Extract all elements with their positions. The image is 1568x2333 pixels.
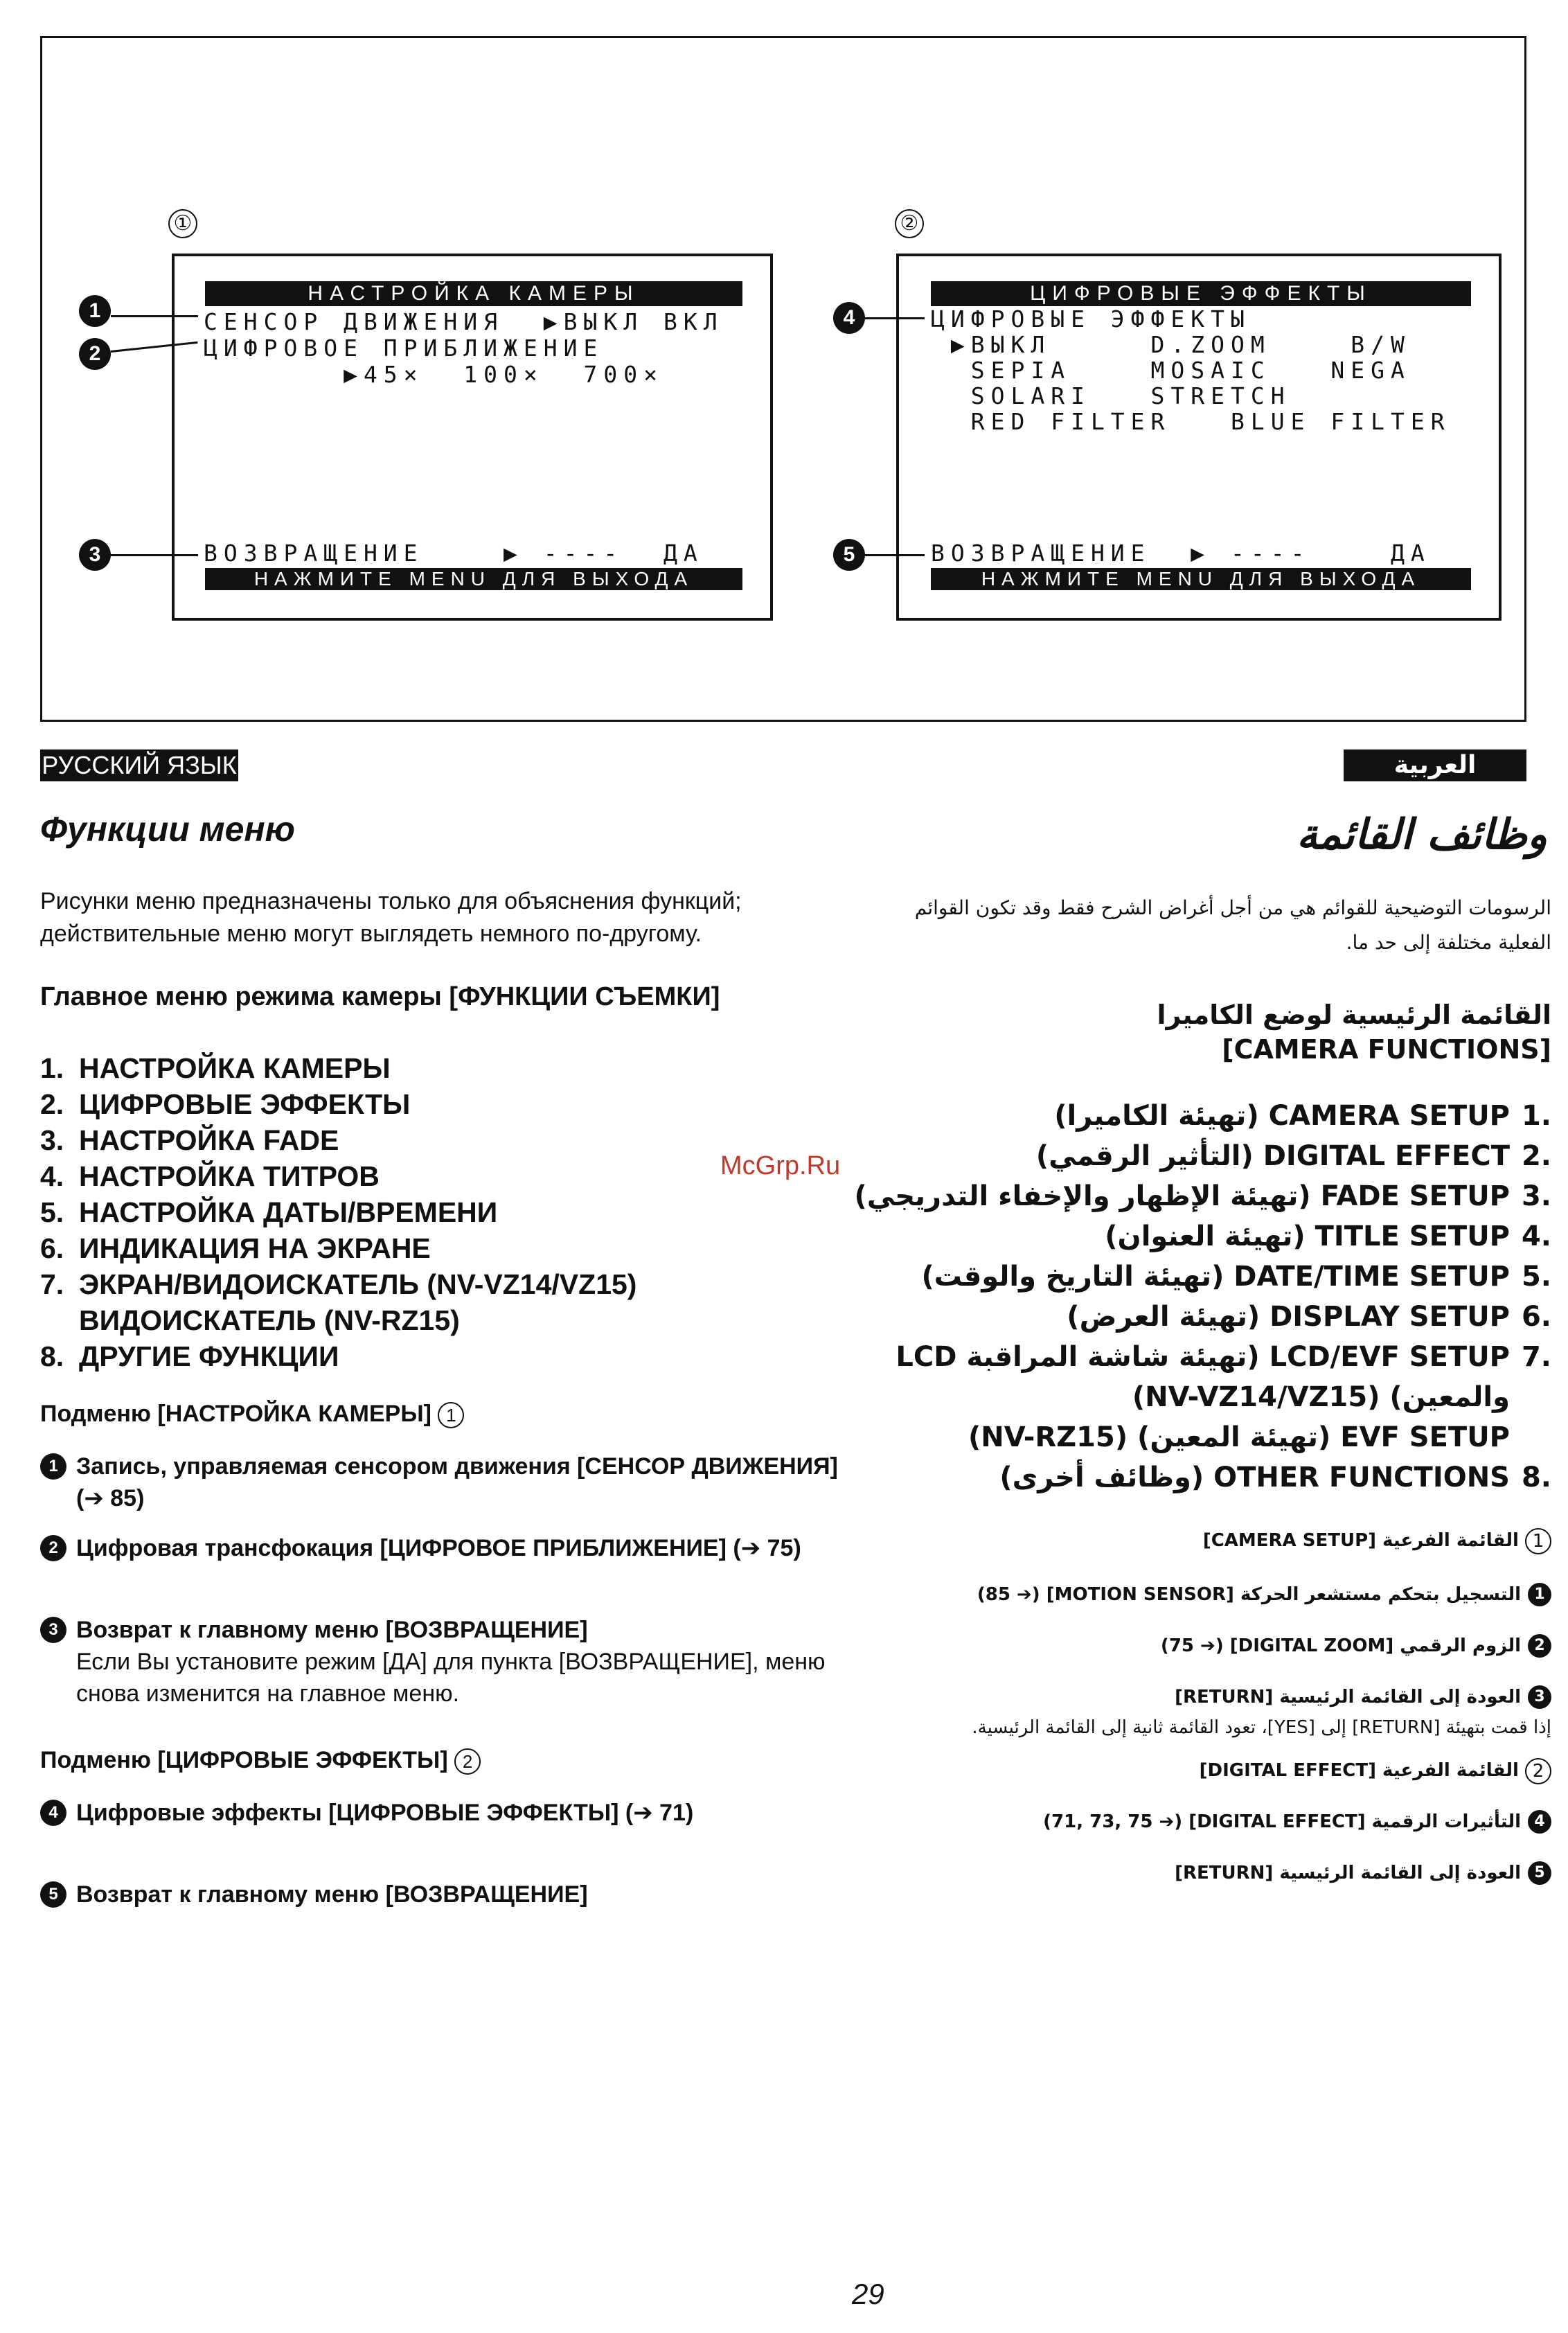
- list-item: 5. НАСТРОЙКА ДАТЫ/ВРЕМЕНИ: [40, 1196, 498, 1228]
- list-item: 4. НАСТРОЙКА ТИТРОВ: [40, 1160, 380, 1192]
- list-item: .8 OTHER FUNCTIONS (وظائف أخرى): [999, 1462, 1551, 1493]
- screen2-line-1: ЦИФРОВЫЕ ЭФФЕКТЫ: [931, 305, 1251, 332]
- ar-main-menu-heading: القائمة الرئيسية لوضع الكاميرا [CAMERA FUNCTIONS]: [1157, 1000, 1551, 1065]
- ar-page-title: وظائف القائمة: [1297, 810, 1547, 859]
- screen1-line-2: ЦИФРОВОЕ ПРИБЛИЖЕНИЕ: [204, 335, 604, 362]
- ar-item-4: 4 التأثيرات الرقمية [DIGITAL EFFECT] (➔ 71, 73, 75): [831, 1808, 1551, 1836]
- list-item: ВИДОИСКАТЕЛЬ (NV-RZ15): [79, 1304, 460, 1336]
- ru-main-menu-heading: Главное меню режима камеры [ФУНКЦИИ СЪЕМКИ]: [40, 982, 720, 1011]
- badge-1: 1: [1528, 1583, 1551, 1606]
- callout-leader-3: [111, 554, 198, 556]
- badge-2: 2: [1528, 1634, 1551, 1658]
- ar-submenu1-heading: 1 القائمة الفرعية [CAMERA SETUP]: [1039, 1527, 1551, 1554]
- list-item: .3 FADE SETUP (تهيئة الإظهار والإخفاء التدريجي): [854, 1180, 1551, 1212]
- ar-submenu2-heading: 2 القائمة الفرعية [DIGITAL EFFECT]: [1039, 1757, 1551, 1784]
- circled-number-1: 1: [1525, 1528, 1551, 1554]
- screen1-return-line: ВОЗВРАЩЕНИЕ ▶ ---- ДА: [204, 540, 704, 567]
- screen2-footer: НАЖМИТЕ MENU ДЛЯ ВЫХОДА: [931, 568, 1471, 590]
- callout-leader-1: [111, 315, 198, 317]
- ru-item-5: 5 Возврат к главному меню [ВОЗВРАЩЕНИЕ]: [40, 1879, 844, 1910]
- ar-item-2: 2 الزوم الرقمي [DIGITAL ZOOM] (➔ 75): [831, 1632, 1551, 1660]
- badge-3: 3: [40, 1617, 66, 1643]
- ru-submenu1-heading: Подменю [НАСТРОЙКА КАМЕРЫ] 1: [40, 1401, 464, 1428]
- list-item: EVF SETUP (تهيئة المعين) (NV-RZ15): [968, 1421, 1510, 1453]
- ar-item-5: 5 العودة إلى القائمة الرئيسية [RETURN]: [831, 1859, 1551, 1887]
- list-item: 7. ЭКРАН/ВИДОИСКАТЕЛЬ (NV-VZ14/VZ15): [40, 1268, 637, 1300]
- badge-4: 4: [40, 1800, 66, 1826]
- screen1-line-1: СЕНСОР ДВИЖЕНИЯ ▶ВЫКЛ ВКЛ: [204, 308, 724, 335]
- badge-5: 5: [40, 1881, 66, 1908]
- arabic-language-tag: العربية: [1344, 749, 1526, 781]
- ru-submenu2-heading: Подменю [ЦИФРОВЫЕ ЭФФЕКТЫ] 2: [40, 1747, 481, 1775]
- list-item: 2. ЦИФРОВЫЕ ЭФФЕКТЫ: [40, 1088, 411, 1120]
- ru-page-title: Функции меню: [40, 810, 295, 849]
- page-number: 29: [852, 2278, 884, 2310]
- callout-badge-4: 4: [833, 302, 865, 334]
- ru-item-3: 3 Возврат к главному меню [ВОЗВРАЩЕНИЕ] Если Вы установите режим [ДА] для пункта [ВОЗВРАЩЕНИЕ], меню снова изменится на главное меню.: [40, 1614, 844, 1710]
- ru-main-menu-list: [40, 1050, 837, 1374]
- ru-item-2: 2 Цифровая трансфокация [ЦИФРОВОЕ ПРИБЛИЖЕНИЕ] (➔ 75): [40, 1532, 844, 1564]
- list-item: .4 TITLE SETUP (تهيئة العنوان): [1105, 1221, 1551, 1252]
- ar-main-menu-list: [831, 1096, 1551, 1498]
- list-item: .7 LCD/EVF SETUP (تهيئة شاشة المراقبة LCD والمعين) (NV-VZ14/VZ15): [896, 1341, 1551, 1413]
- watermark: McGrp.Ru: [720, 1151, 841, 1180]
- screen1-label: ①: [168, 209, 197, 238]
- screen1-footer: НАЖМИТЕ MENU ДЛЯ ВЫХОДА: [205, 568, 742, 590]
- list-item: 3. НАСТРОЙКА FADE: [40, 1124, 339, 1156]
- list-item: .5 DATE/TIME SETUP (تهيئة التاريخ والوقت): [921, 1261, 1551, 1293]
- ar-item-1: 1 التسجيل بتحكم مستشعر الحركة [MOTION SENSOR] (➔ 85): [831, 1581, 1551, 1608]
- screen1-title: НАСТРОЙКА КАМЕРЫ: [205, 281, 742, 306]
- list-item: 6. ИНДИКАЦИЯ НА ЭКРАНЕ: [40, 1232, 431, 1264]
- badge-5: 5: [1528, 1861, 1551, 1885]
- list-item: .6 DISPLAY SETUP (تهيئة العرض): [1067, 1301, 1551, 1333]
- ar-intro: الرسومات التوضيحية للقوائم هي من أجل أغراض الشرح فقط وقد تكون القوائم الفعلية مختلفة إلى حد ما.: [914, 896, 1551, 954]
- screen1: [172, 254, 773, 621]
- screen2: [896, 254, 1502, 621]
- list-item: .2 DIGITAL EFFECT (التأثير الرقمي): [1035, 1140, 1551, 1172]
- list-item: .1 CAMERA SETUP (تهيئة الكاميرا): [1054, 1100, 1551, 1132]
- screen2-return-line: ВОЗВРАЩЕНИЕ ▶ ---- ДА: [931, 540, 1431, 567]
- ru-intro: Рисунки меню предназначены только для объяснения функций; действительные меню могут выглядеть немного по-другому.: [40, 888, 742, 947]
- screen2-line-5: RED FILTER BLUE FILTER: [931, 408, 1451, 435]
- callout-badge-3: 3: [79, 539, 111, 571]
- list-item: 1. НАСТРОЙКА КАМЕРЫ: [40, 1052, 391, 1084]
- badge-3: 3: [1528, 1685, 1551, 1709]
- ru-item-1: 1 Запись, управляемая сенсором движения [СЕНСОР ДВИЖЕНИЯ] (➔ 85): [40, 1451, 844, 1514]
- russian-language-tag: РУССКИЙ ЯЗЫК: [40, 749, 238, 781]
- callout-leader-5: [865, 554, 925, 556]
- badge-2: 2: [40, 1535, 66, 1561]
- screen2-line-4: SOLARI STRETCH: [931, 382, 1291, 409]
- callout-badge-1: 1: [79, 295, 111, 327]
- ru-item-4: 4 Цифровые эффекты [ЦИФРОВЫЕ ЭФФЕКТЫ] (➔ 71): [40, 1797, 844, 1829]
- list-item: 8. ДРУГИЕ ФУНКЦИИ: [40, 1340, 339, 1372]
- badge-4: 4: [1528, 1810, 1551, 1834]
- circled-number-1: 1: [438, 1402, 464, 1428]
- screen1-line-3: ▶45× 100× 700×: [204, 361, 663, 388]
- screen2-line-2: ▶ВЫКЛ D.ZOOM B/W: [931, 331, 1411, 358]
- callout-leader-4: [865, 317, 925, 319]
- screen2-title: ЦИФРОВЫЕ ЭФФЕКТЫ: [931, 281, 1471, 306]
- callout-badge-5: 5: [833, 539, 865, 571]
- screen2-line-3: SEPIA MOSAIC NEGA: [931, 357, 1411, 384]
- badge-1: 1: [40, 1453, 66, 1480]
- screen2-label: ②: [895, 209, 924, 238]
- callout-badge-2: 2: [79, 338, 111, 370]
- ar-item-3: 3 العودة إلى القائمة الرئيسية [RETURN]: [831, 1683, 1551, 1711]
- ru-item-3-note: Если Вы установите режим [ДА] для пункта [ВОЗВРАЩЕНИЕ], меню снова изменится на главное меню.: [76, 1649, 826, 1707]
- circled-number-2: 2: [1525, 1758, 1551, 1784]
- ar-item-3-note: إذا قمت بتهيئة [RETURN] إلى [YES]، تعود القائمة ثانية إلى القائمة الرئيسية.: [972, 1717, 1551, 1738]
- circled-number-2: 2: [454, 1748, 481, 1775]
